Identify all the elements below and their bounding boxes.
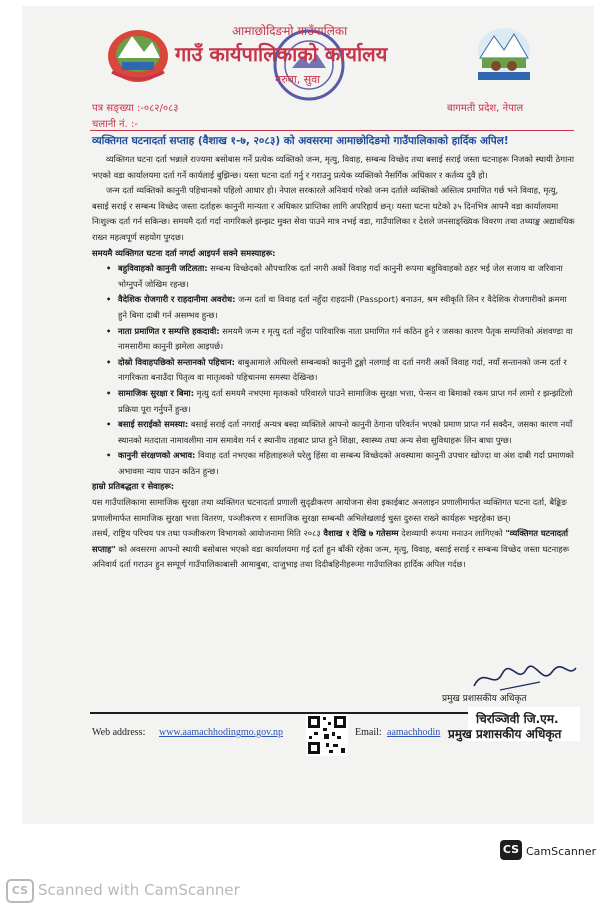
officer-name-stamp: चिरञ्जिवी जि.एम. [476,712,559,726]
list-item [106,261,576,292]
problem-title: कानुनी संरक्षणको अभाव: [118,450,196,461]
list-item [106,386,576,417]
nepal-emblem-icon [102,22,174,84]
problem-text: बसाई सराई दर्ता नगराई अन्यत्र बस्दा व्यक्तिले आफ्नो कानुनी ठेगाना परिवर्तन भएको प्रमाण प्राप्त गर्न सक्दैन, जसका कारण नयाँ स्थानको मतदाता नामावलीमा नाम समावेश गर्न र स्थानीय तहबाट प्राप्त हुने शिक्षा, स्वास्थ्य तथा अन्य सेवा सुविधाहरू लिन बाधा पुग्छ। [118,419,573,445]
list-item [106,324,576,355]
municipality-name: आमाछोदिङमो गाउँपालिका [232,24,348,38]
camscanner-logo-icon: CS [500,840,522,860]
appeal-text-part: को अवसरमा आफ्नो स्थायी बसोबास भएको वडा कार्यालयमा गई दर्ता हुन बाँकी रहेका जन्म, मृत्यु, विवाह, बसाई सराई र सम्बन्ध विच्छेद जस्ता घटनाहरू अनिवार्य दर्ता गराउन हुन सम्पूर्ण गाउँपालिकाबासी आमाबुबा, दाजुभाइ तथा दिदीबहिनीहरूमा गाउँपालिका हार्दिक अपिल गर्दछ। [92,543,570,570]
bullet-icon: • [106,387,112,398]
list-item [106,292,576,323]
letter-body [92,152,576,573]
list-item [106,355,576,386]
appeal-text-part: तसर्थ, राष्ट्रिय परिचय पत्र तथा पञ्जीकरण विभागको आयोजनामा मिति २०८३ [92,528,324,539]
web-address-link[interactable]: www.aamachhodingmo.gov.np [159,727,283,738]
bullet-icon: • [106,450,112,461]
problem-text: सम्बन्ध विच्छेदको औपचारिक दर्ता नगरी अर्को विवाह गर्दा कानुनी रूपमा बहुविवाहको ठहर भई जेल सजाय वा जरिवाना भोग्नुपर्ने जोखिम रहन्छ। [118,263,563,289]
bullet-icon: • [106,419,112,430]
province-address: बागमती प्रदेश, नेपाल [447,103,524,114]
problem-text: बाबुआमाले अघिल्लो सम्बन्धको कानुनी टुङ्गो नलगाई वा दर्ता नगरी अर्को विवाह गर्दा, नयाँ सन्तानको जन्म दर्ता र नागरिकता बनाउँदा पितृत्व वा मातृत्वको पहिचानमा समस्या देखिन्छ। [118,356,567,383]
email-label: Email: [355,727,382,738]
appeal-paragraph [92,526,576,573]
dispatch-number: चलानी नं. :- [92,119,138,130]
office-title: गाउँ कार्यपालिकाको कार्यालय [175,42,388,66]
problem-text: विवाह दर्ता नभएका महिलाहरूले घरेलु हिंसा वा सम्बन्ध विच्छेदको अवस्थामा कानुनी उपचार खोज्दा वा अंश दाबी गर्दा प्रमाणको अभावमा न्याय पाउन कठिन हुन्छ। [118,450,574,476]
email-link[interactable]: aamachhodin [387,727,441,738]
problem-title: दोस्रो विवाहपछिको सन्तानको पहिचान: [118,356,235,367]
commitment-paragraph: यस गाउँपालिकामा सामाजिक सुरक्षा तथा व्यक्तिगत घटनादर्ता प्रणाली सुदृढीकरण आयोजना सेवा इकाईबाट अनलाइन प्रणालीमार्फत व्यक्तिगत घटना दर्ता, बैङ्किङ प्रणालीमार्फत सामाजिक सुरक्षा भत्ता वितरण, पञ्जीकरण र सामाजिक सुरक्षा सम्बन्धी अभिलेखलाई चुस्त दुरुस्त राख्ने कार्यहरू भइरहेका छन्। [92,497,567,523]
problem-title: बहुविवाहको कानुनी जटिलता: [118,263,208,274]
appeal-dates: वैशाख १ देखि ७ गतेसम्म [323,528,399,539]
scanner-watermark-icon: CS [6,879,34,903]
problem-text: जन्म दर्ता वा विवाह दर्ता नहुँदा राहदानी (Passport) बनाउन, श्रम स्वीकृति लिन र वैदेशिक रोजगारीको क्रममा हुने बिमा दाबी गर्न असम्भव हुन्छ। [118,294,567,320]
reference-number: पत्र सङ्ख्या :-०८२/०८३ [92,103,179,114]
handwritten-signature [470,660,580,694]
problem-title: वैदेशिक रोजगारी र राहदानीमा अवरोध: [118,294,236,305]
commitment-heading: हाम्रो प्रतिबद्धता र सेवाहरू: [92,481,175,492]
appeal-week-name: "व्यक्तिगत घटनादर्ता सप्ताह" [92,528,569,554]
birth-registration-paragraph: जन्म दर्ता व्यक्तिको कानुनी पहिचानको पहिलो आधार हो। नेपाल सरकारले अनिवार्य गरेको जन्म दर्ताले व्यक्तिको अस्तित्व प्रमाणित गर्छ भने विवाह, मृत्यु, बसाई सराई र सम्बन्ध विच्छेद जस्ता दर्ताहरू कानुनी मान्यता र अधिकार प्राप्तिका लागि अपरिहार्य छन्। यस्ता घटना घटेको ३५ दिनभित्र आफ्नै वडा कार्यालयमा निःशुल्क दर्ता गर्न सकिन्छ। समयमै दर्ता गर्दा नागरिकले झन्झट मुक्त सेवा पाउने मात्र नभई वडा, गाउँपालिका र देशले जनसाङ्ख्यिक विवरण तथा तथ्याङ्क अद्यावधिक राख्न महत्वपूर्ण सहयोग पुग्दछ। [92,185,575,242]
camscanner-label: CamScanner [526,845,597,858]
intro-paragraph: व्यक्तिगत घटना दर्ता भन्नाले राज्यमा बसोबास गर्ने प्रत्येक व्यक्तिको जन्म, मृत्यु, विवाह, सम्बन्ध विच्छेद तथा बसाई सराई जस्ता घटनाहरू निजको स्थायी ठेगाना भएको वडा कार्यालयमा दर्ता गर्ने कार्यलाई बुझिन्छ। यस्ता घटना दर्ता गर्नु र गराउनु प्रत्येक व्यक्तिको नैसर्गिक अधिकार र कर्तव्य दुवै हो। [92,154,574,180]
list-item [106,448,576,479]
problem-title: बसाई सराईको समस्या: [118,419,189,430]
problem-text: समयमै जन्म र मृत्यु दर्ता नहुँदा पारिवारिक नाता प्रमाणित गर्न कठिन हुने र जसका कारण पैतृक सम्पत्तिको अंशवण्डा वा नामसारीमा कानुनी झमेला आइपर्छ। [118,325,573,352]
scanned-with-label: Scanned with CamScanner [38,881,240,899]
header-divider [90,130,574,131]
office-location: गरुवा, सुवा [275,73,321,86]
officer-designation: प्रमुख प्रशासकीय अधिकृत [442,694,527,704]
web-address-label: Web address: [92,727,146,738]
officer-title-stamp: प्रमुख प्रशासकीय अधिकृत [448,727,562,741]
qr-code [306,714,348,756]
municipality-logo-icon [466,20,542,86]
bullet-icon: • [106,325,112,336]
problem-title: सामाजिक सुरक्षा र बिमा: [118,387,195,398]
list-item [106,417,576,448]
problems-heading: समयमै व्यक्तिगत घटना दर्ता नगर्दा आइपर्न सक्ने समस्याहरू: [92,247,276,258]
bullet-icon: • [106,356,112,367]
appeal-title: व्यक्तिगत घटनादर्ता सप्ताह (वैशाख १-७, २०८३) को अवसरमा आमाछोदिङमो गाउँपालिकाको हार्दिक अपिल! [92,135,509,147]
bullet-icon: • [106,294,112,305]
problem-text: मृत्यु दर्ता समयमै नभएमा मृतकको परिवारले पाउने सामाजिक सुरक्षा भत्ता, पेन्सन वा बिमाको रकम प्राप्त गर्न लामो र झन्झटिलो प्रक्रिया पूरा गर्नुपर्ने हुन्छ। [118,387,573,414]
problems-list [92,261,576,479]
appeal-text-part: देशव्यापी रूपमा मनाउन लागिएको [398,528,506,539]
problem-title: नाता प्रमाणित र सम्पत्ति हकदावी: [118,325,220,336]
bullet-icon: • [106,263,112,274]
